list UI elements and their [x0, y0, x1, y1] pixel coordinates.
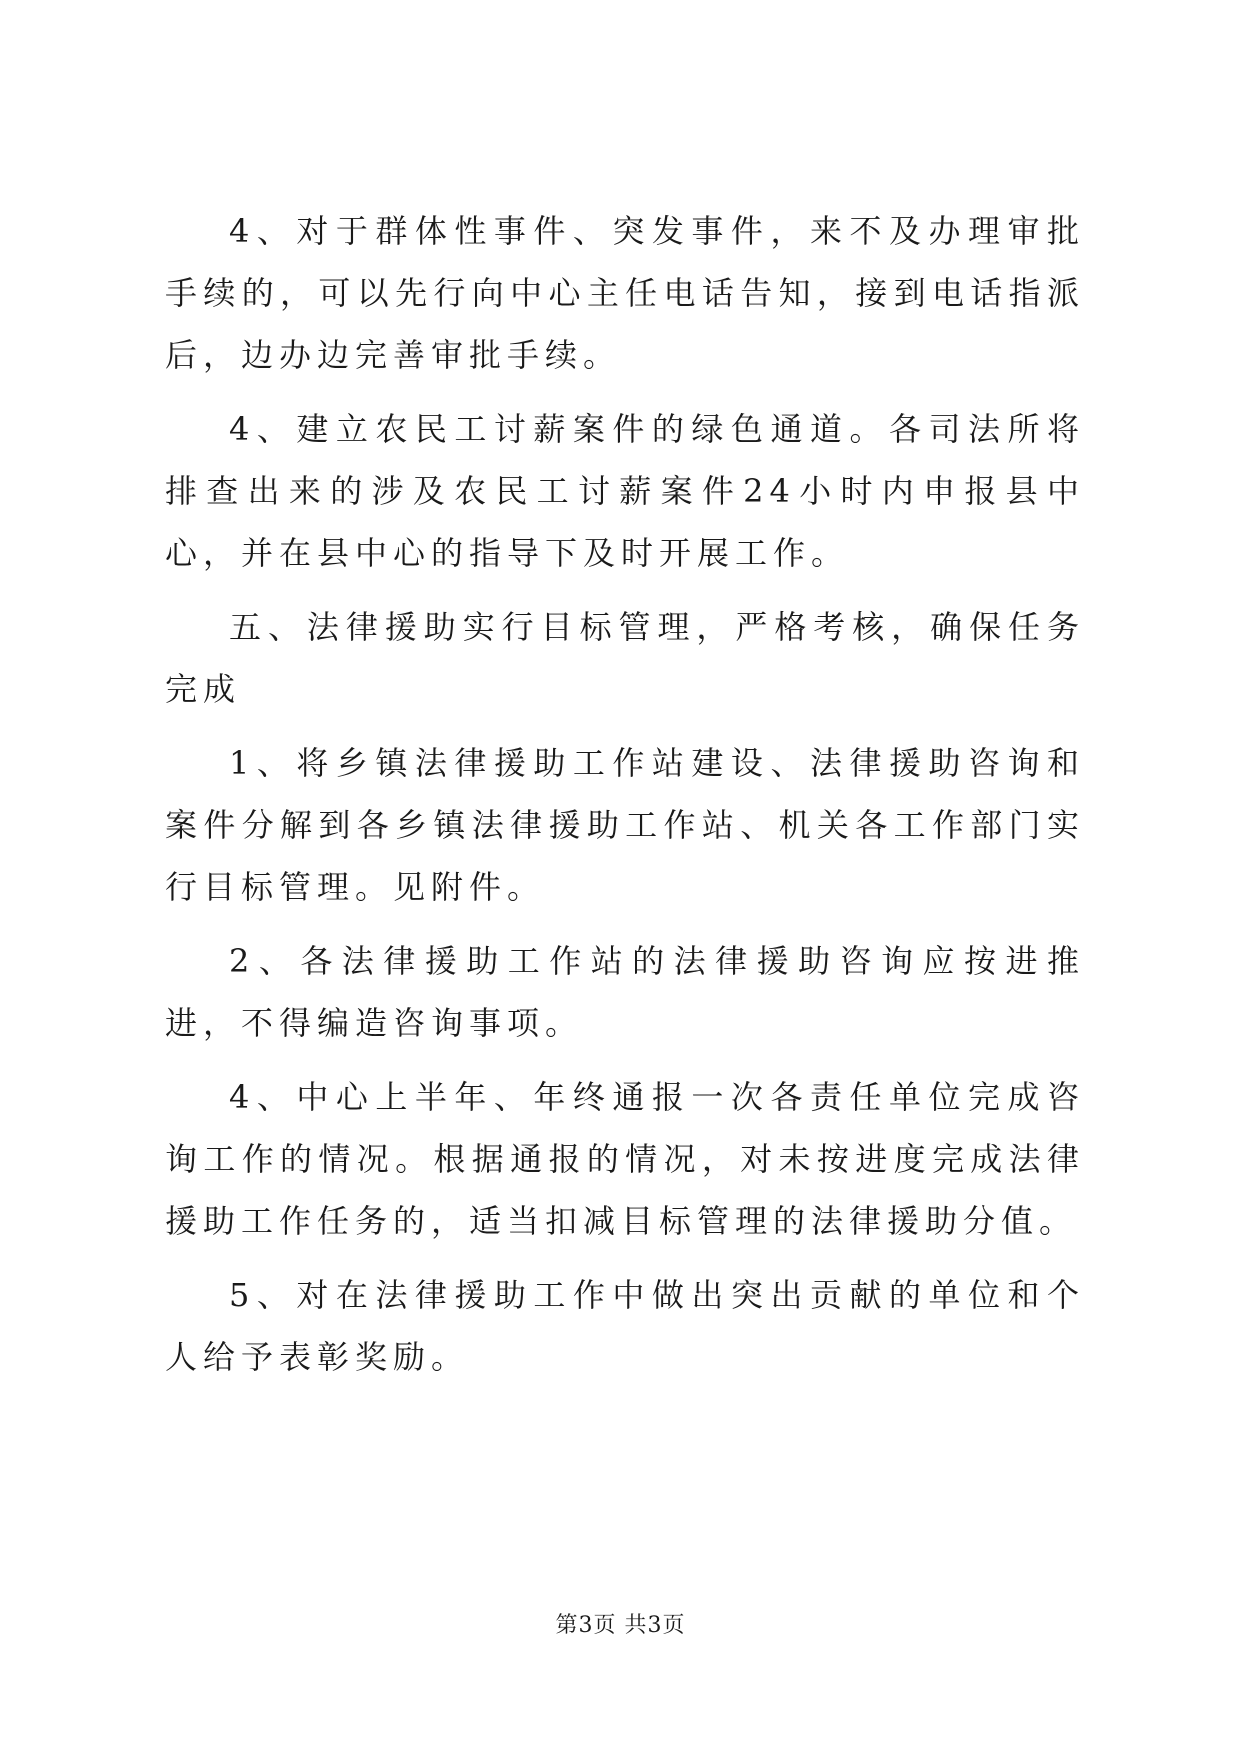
section-heading-target-management: 五、法律援助实行目标管理，严格考核，确保任务完成 — [165, 608, 1085, 708]
document-body — [165, 200, 1085, 1400]
page-number-footer: 第3页 共3页 — [555, 1613, 686, 1638]
paragraph-emergency-approval: 4、对于群体性事件、突发事件，来不及办理审批手续的，可以先行向中心主任电话告知，接到电话指派后，边办边完善审批手续。 — [165, 212, 1085, 374]
paragraph-target-decomposition: 1、将乡镇法律援助工作站建设、法律援助咨询和案件分解到各乡镇法律援助工作站、机关各工作部门实行目标管理。见附件。 — [165, 744, 1085, 906]
paragraph-consultation-progress: 2、各法律援助工作站的法律援助咨询应按进推进，不得编造咨询事项。 — [165, 942, 1085, 1042]
paragraph-green-channel: 4、建立农民工讨薪案件的绿色通道。各司法所将排查出来的涉及农民工讨薪案件24小时内申报县中心，并在县中心的指导下及时开展工作。 — [165, 410, 1085, 572]
paragraph-commendation: 5、对在法律援助工作中做出突出贡献的单位和个人给予表彰奖励。 — [165, 1276, 1085, 1376]
paragraph-reporting: 4、中心上半年、年终通报一次各责任单位完成咨询工作的情况。根据通报的情况，对未按进度完成法律援助工作任务的，适当扣减目标管理的法律援助分值。 — [165, 1078, 1085, 1240]
